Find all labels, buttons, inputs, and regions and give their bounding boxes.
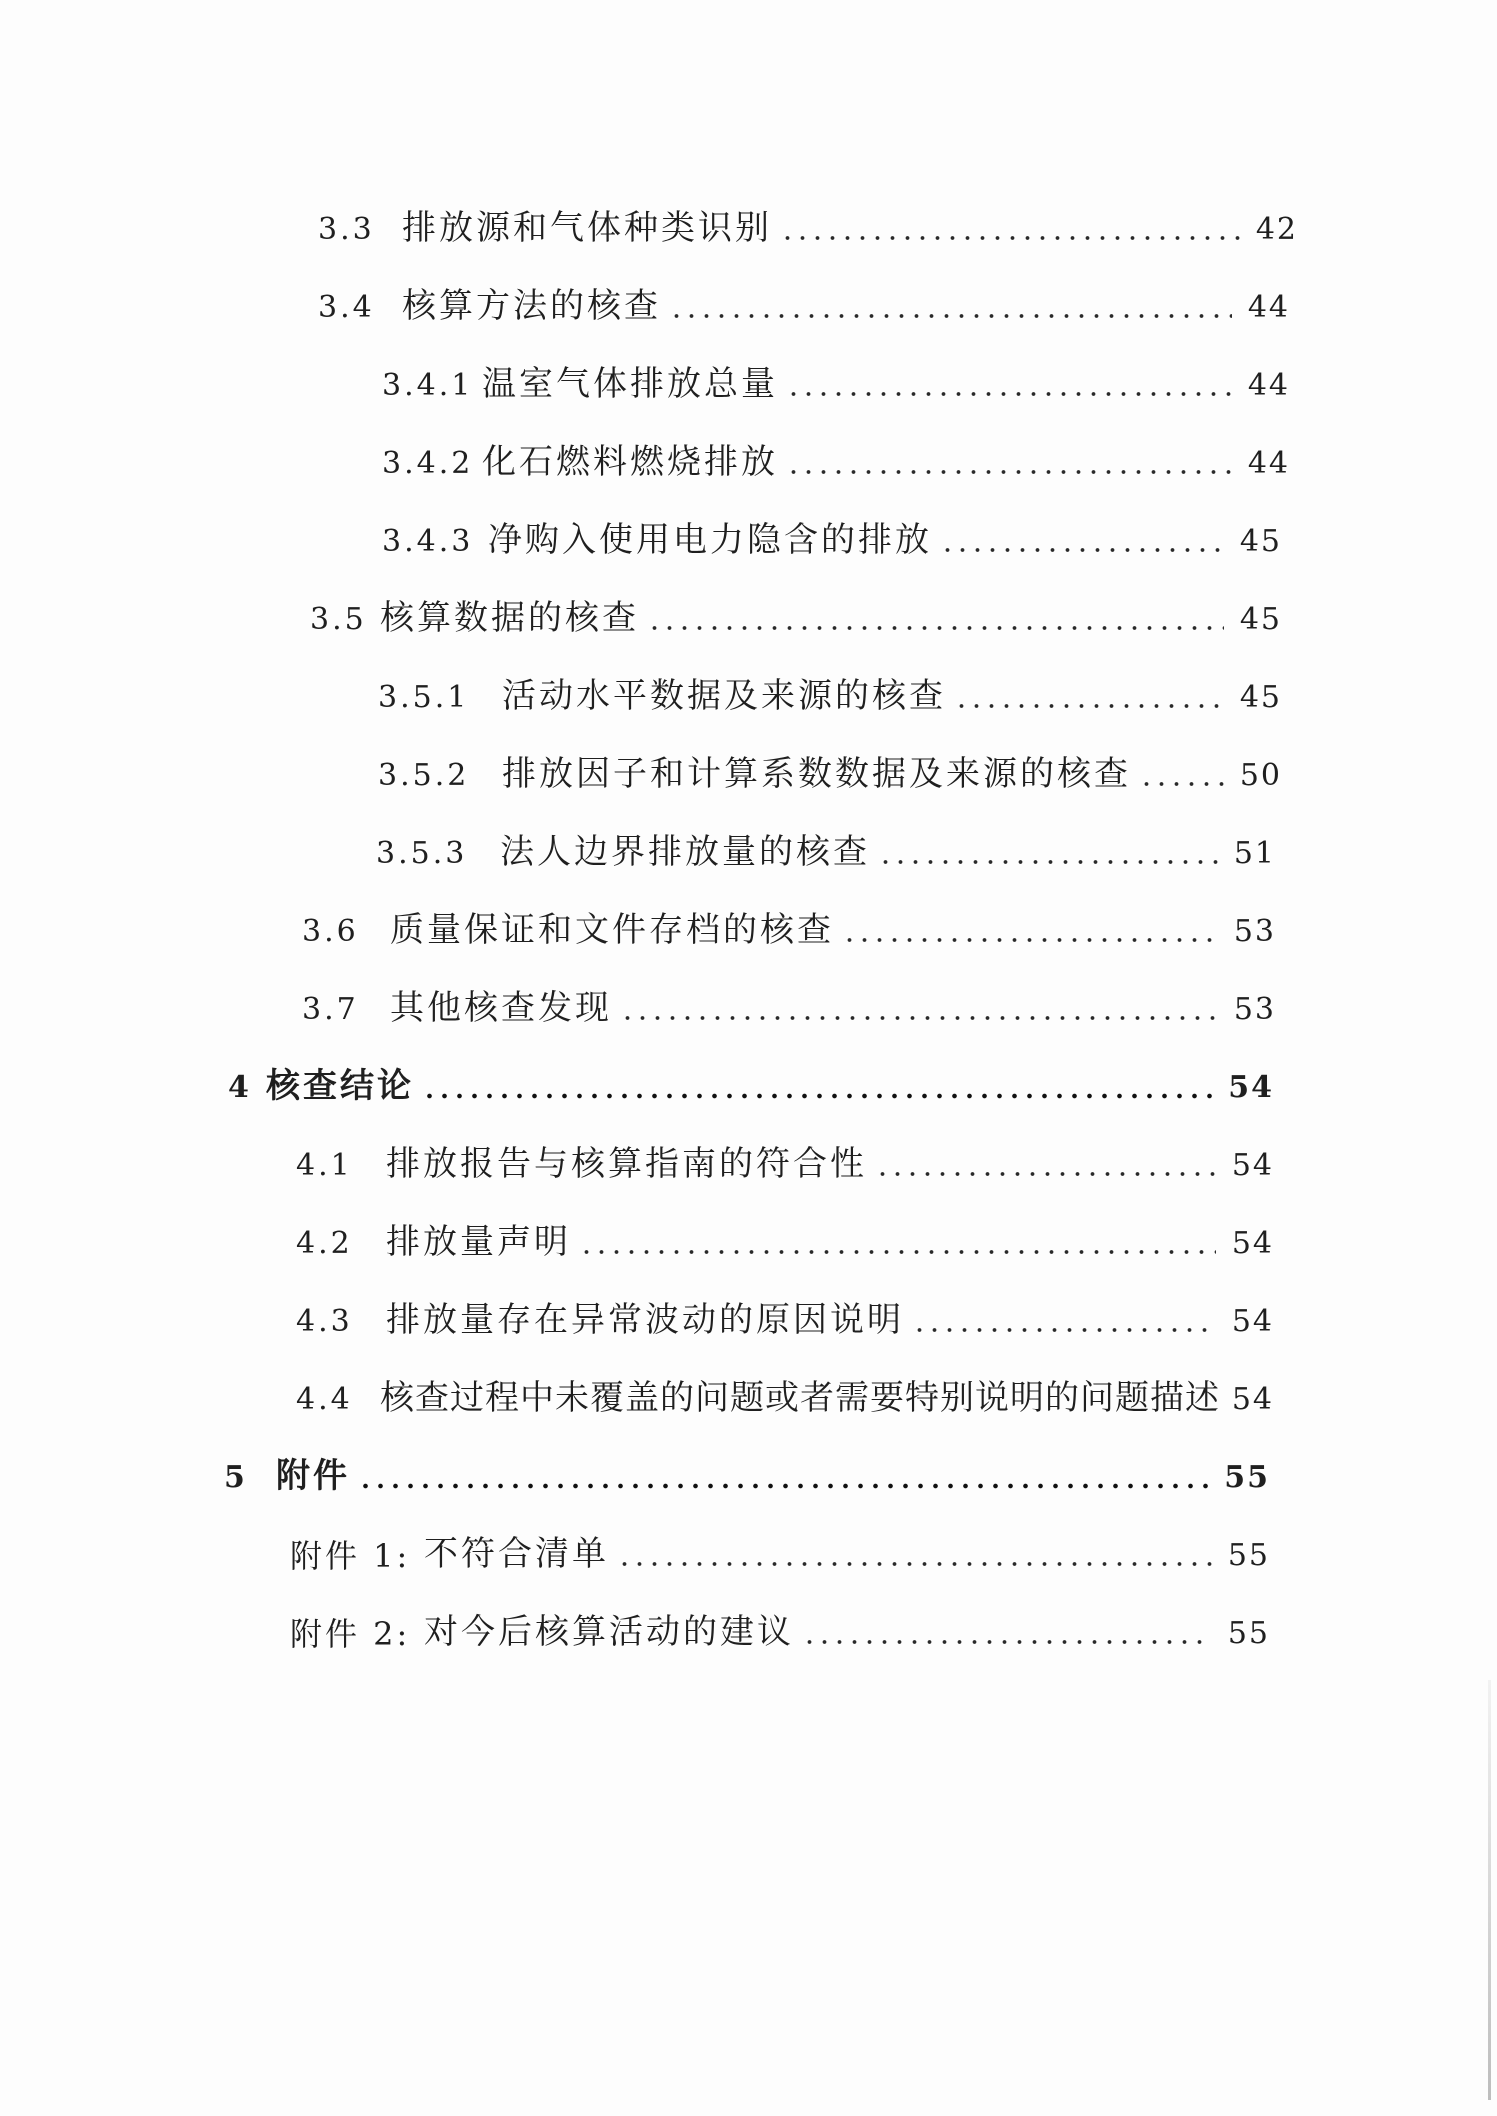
toc-entry-3-3[interactable] [318,190,1298,250]
toc-leader-dots [620,1014,1218,1022]
toc-number: 3.7 [302,992,359,1027]
toc-entry-3-5-1[interactable] [378,658,1282,718]
toc-entry-3-4[interactable] [318,268,1290,328]
toc-number: 4 [228,1070,252,1105]
toc-title: 排放报告与核算指南的符合性 [386,1144,867,1184]
toc-page-number: 54 [1231,1226,1274,1261]
toc-title: 附件 [276,1456,350,1496]
toc-number: 4.2 [296,1226,353,1261]
toc-entry-4[interactable] [228,1048,1274,1108]
toc-leader-dots [422,1092,1216,1100]
toc-leader-dots [786,390,1232,398]
toc-leader-dots [786,468,1232,476]
toc-number: 4.3 [296,1304,353,1339]
toc-title: 核算方法的核查 [402,286,661,326]
toc-leader-dots [842,936,1218,944]
toc-leader-dots [358,1482,1212,1490]
toc-entry-4-3[interactable] [296,1282,1274,1342]
toc-page-number: 55 [1224,1460,1270,1495]
toc-title: 温室气体排放总量 [482,364,778,404]
scan-edge-shadow [1488,1680,1491,2100]
toc-entry-4-4[interactable] [296,1360,1274,1420]
toc-leader-dots [1139,780,1224,788]
toc-number: 3.5.3 [376,836,468,871]
toc-number: 5 [224,1460,248,1495]
toc-entry-appendix-2[interactable] [290,1594,1270,1654]
toc-title: 质量保证和文件存档的核查 [390,910,834,950]
toc-title: 化石燃料燃烧排放 [482,442,778,482]
toc-page-number: 54 [1231,1148,1274,1183]
toc-leader-dots [875,1170,1216,1178]
toc-page-number: 51 [1233,836,1276,871]
toc-page-number: 45 [1239,680,1282,715]
toc-page-number: 44 [1247,368,1290,403]
toc-number: 附件 2: [290,1615,411,1653]
toc-number: 3.6 [302,914,359,949]
toc-number: 3.5 [310,602,367,637]
toc-leader-dots [878,858,1218,866]
toc-title: 不符合清单 [424,1534,609,1574]
toc-title: 净购入使用电力隐含的排放 [488,520,932,560]
toc-number: 3.4.1 [382,368,474,403]
toc-leader-dots [954,702,1224,710]
toc-page-number: 50 [1239,758,1282,793]
toc-leader-dots [912,1326,1216,1334]
toc-title: 其他核查发现 [390,988,612,1028]
toc-page-number: 54 [1231,1304,1274,1339]
toc-page-number: 45 [1239,524,1282,559]
toc-leader-dots [617,1560,1212,1568]
toc-page-number: 54 [1228,1070,1274,1105]
toc-number: 3.4.3 [382,524,474,559]
toc-number: 附件 1: [290,1537,411,1575]
toc-entry-appendix-1[interactable] [290,1516,1270,1576]
toc-number: 3.4 [318,290,375,325]
toc-entry-3-4-3[interactable] [382,502,1282,562]
toc-entry-3-4-1[interactable] [382,346,1290,406]
toc-title: 活动水平数据及来源的核查 [502,676,946,716]
toc-entry-3-5[interactable] [310,580,1282,640]
toc-entry-3-4-2[interactable] [382,424,1290,484]
toc-title: 排放量声明 [386,1222,571,1262]
toc-page-number: 44 [1247,290,1290,325]
toc-entry-4-2[interactable] [296,1204,1274,1264]
toc-entry-3-5-3[interactable] [376,814,1276,874]
toc-page-number: 54 [1231,1382,1274,1417]
toc-title: 排放源和气体种类识别 [402,208,772,248]
toc-page-number: 45 [1239,602,1282,637]
toc-entry-4-1[interactable] [296,1126,1274,1186]
toc-number: 4.1 [296,1148,353,1183]
toc-entry-3-5-2[interactable] [378,736,1282,796]
toc-leader-dots [647,624,1224,632]
toc-number: 3.5.2 [378,758,470,793]
toc-title: 法人边界排放量的核查 [500,832,870,872]
toc-page-number: 55 [1227,1538,1270,1573]
toc-leader-dots [780,234,1240,242]
toc-entry-3-7[interactable] [302,970,1276,1030]
toc-page-number: 42 [1255,212,1298,247]
toc-page-number: 53 [1233,914,1276,949]
toc-page-number: 55 [1227,1616,1270,1651]
toc-page-number: 44 [1247,446,1290,481]
toc-leader-dots [940,546,1224,554]
toc-leader-dots [802,1638,1212,1646]
toc-title: 排放量存在异常波动的原因说明 [386,1300,904,1340]
toc-number: 4.4 [296,1382,353,1417]
toc-title: 核查过程中未覆盖的问题或者需要特别说明的问题描述 [380,1378,1220,1418]
toc-number: 3.5.1 [378,680,470,715]
toc-entry-5[interactable] [224,1438,1270,1498]
toc-leader-dots [669,312,1232,320]
toc-title: 核算数据的核查 [380,598,639,638]
toc-leader-dots [579,1248,1216,1256]
toc-number: 3.3 [318,212,375,247]
toc-title: 核查结论 [266,1066,414,1106]
toc-page-number: 53 [1233,992,1276,1027]
toc-title: 排放因子和计算系数数据及来源的核查 [502,754,1131,794]
toc-number: 3.4.2 [382,446,474,481]
toc-entry-3-6[interactable] [302,892,1276,952]
toc-title: 对今后核算活动的建议 [424,1612,794,1652]
